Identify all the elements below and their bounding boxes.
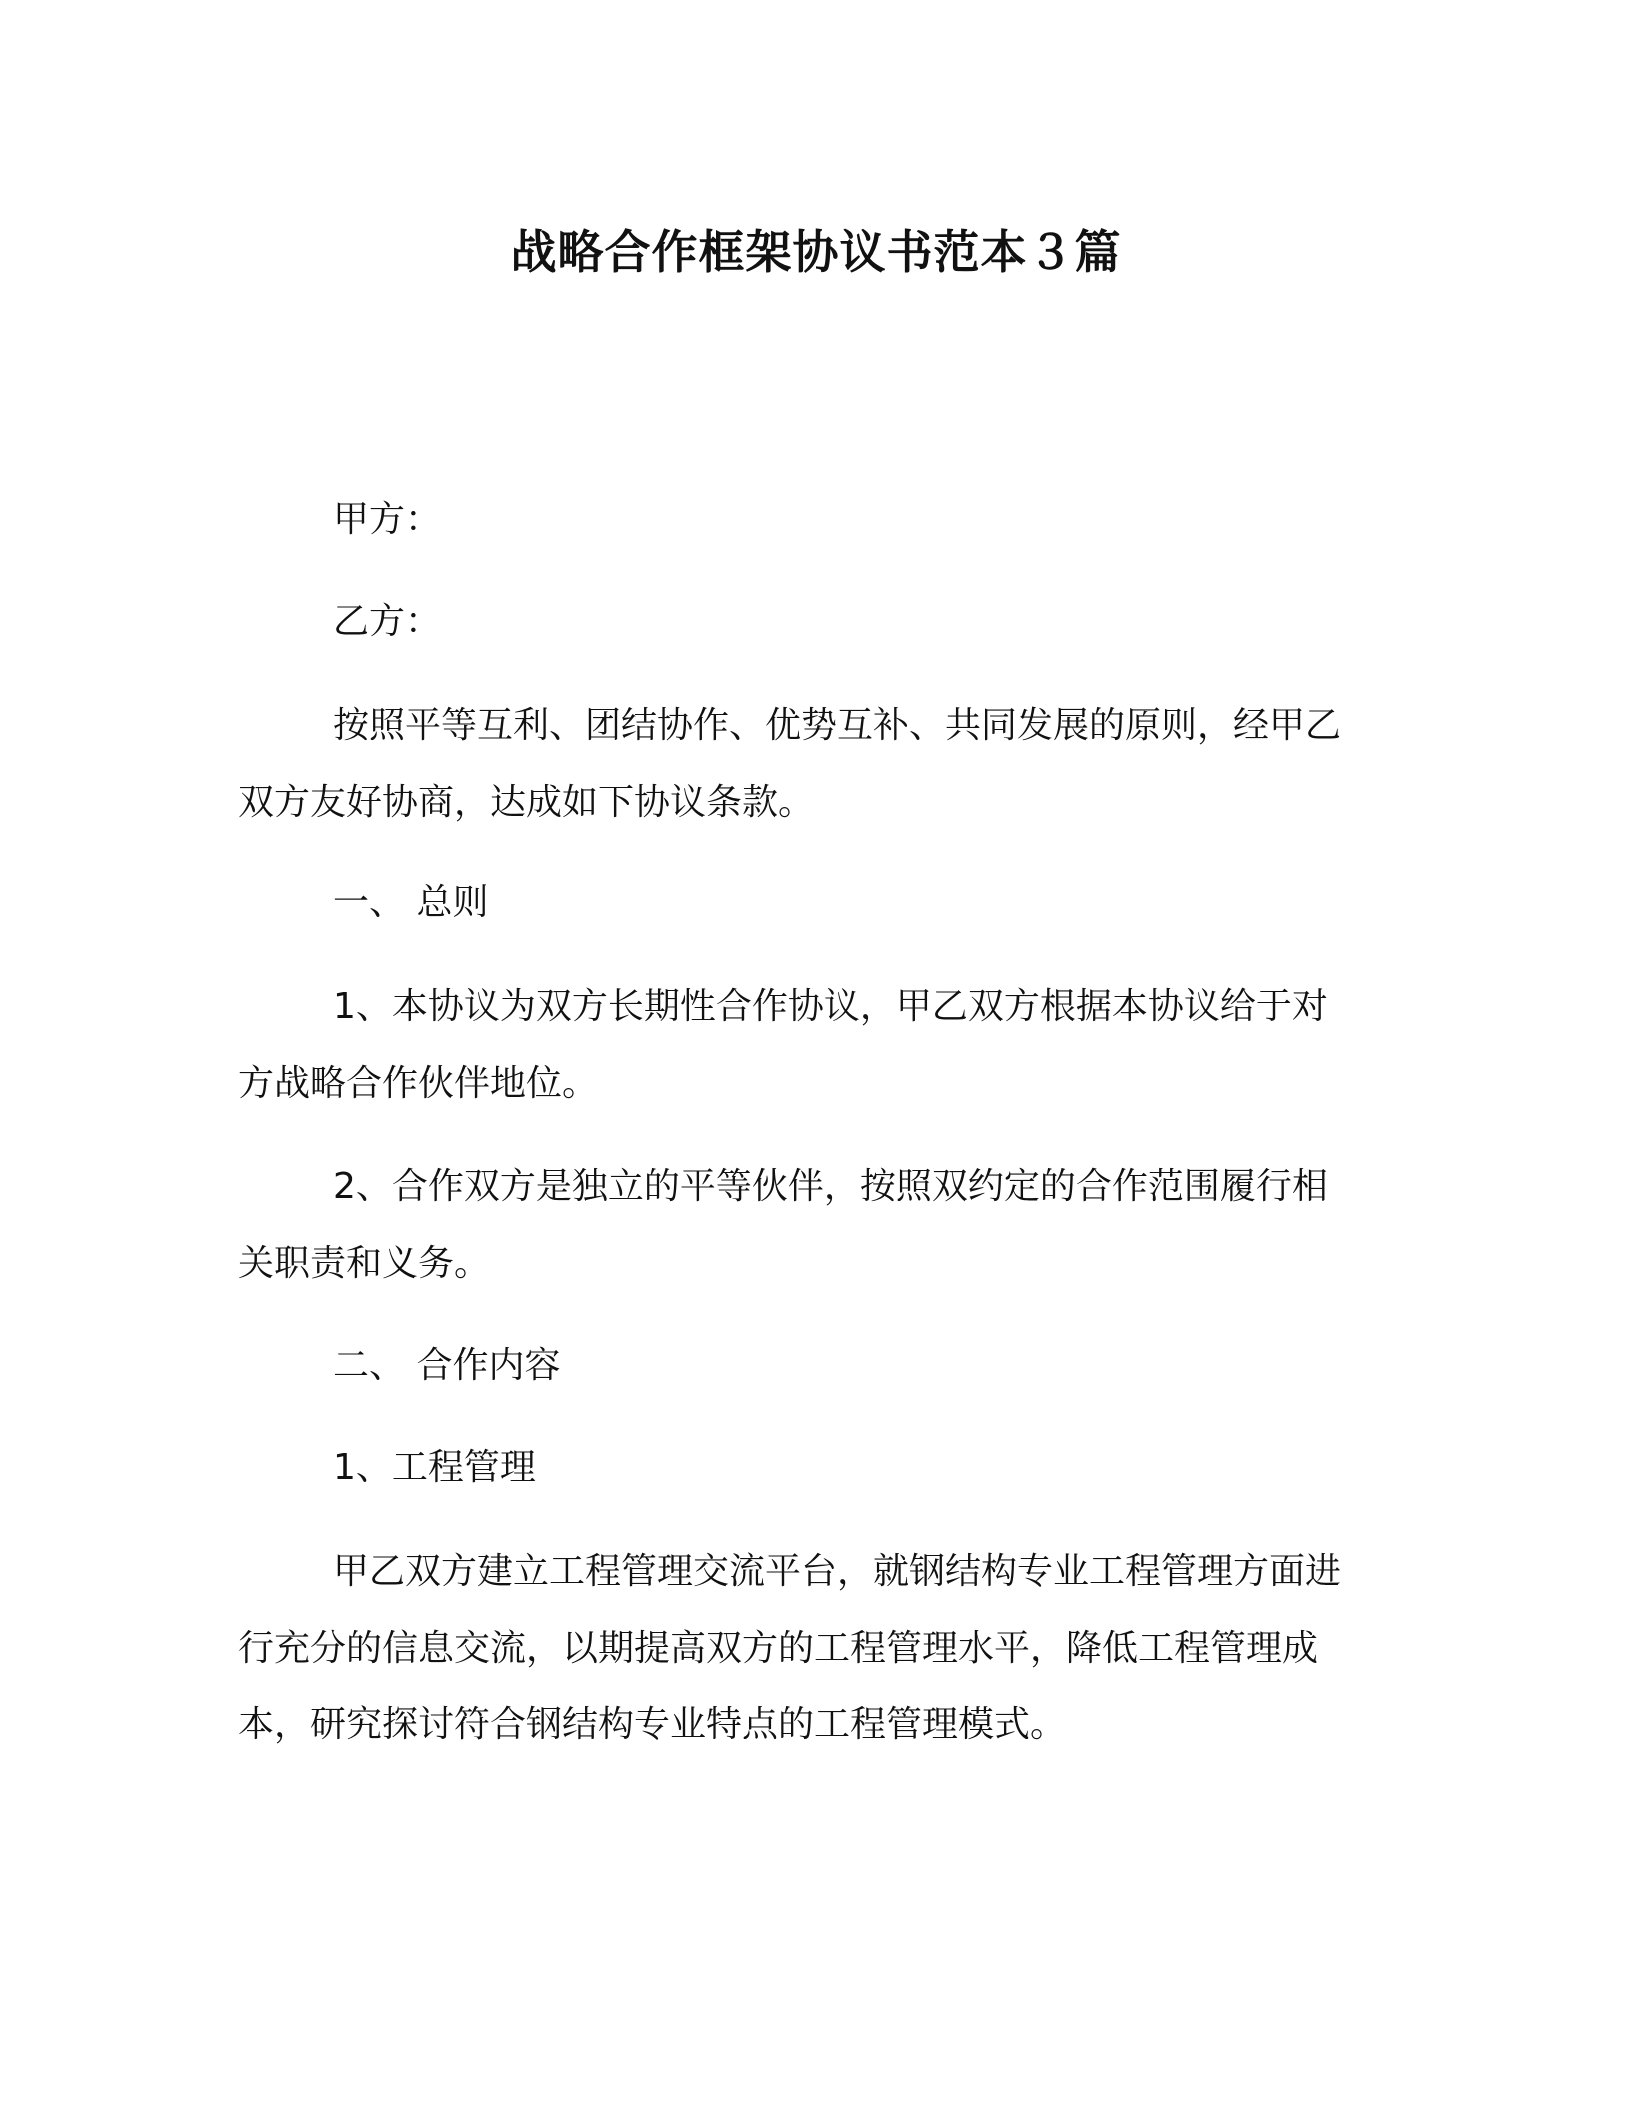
intro-paragraph-line-1: 按照平等互利、团结协作、优势互补、共同发展的原则，经甲乙 [333,705,1342,746]
party-a-label: 甲方： [333,499,442,540]
section-1-item-2-line-2: 关职责和义务。 [238,1243,491,1284]
section-2-sub-1-para-line-2: 行充分的信息交流，以期提高双方的工程管理水平，降低工程管理成 [238,1628,1319,1669]
section-2-sub-1-para-line-1: 甲乙双方建立工程管理交流平台，就钢结构专业工程管理方面进 [333,1551,1342,1592]
section-2-sub-1-para-line-3: 本，研究探讨符合钢结构专业特点的工程管理模式。 [238,1704,1067,1745]
section-1-item-1-line-2: 方战略合作伙伴地位。 [238,1063,599,1104]
intro-paragraph-line-2: 双方友好协商，达成如下协议条款。 [238,782,815,823]
section-2-heading: 二、 合作内容 [333,1345,561,1386]
section-1-item-2-line-1: 2、合作双方是独立的平等伙伴，按照双约定的合作范围履行相 [333,1166,1328,1207]
section-2-sub-1-heading: 1、工程管理 [333,1447,536,1488]
section-1-item-1-line-1: 1、本协议为双方长期性合作协议，甲乙双方根据本协议给于对 [333,986,1328,1027]
section-1-heading: 一、 总则 [333,882,489,923]
document-title: 战略合作框架协议书范本３篇 [510,225,1122,279]
party-b-label: 乙方： [333,601,442,642]
